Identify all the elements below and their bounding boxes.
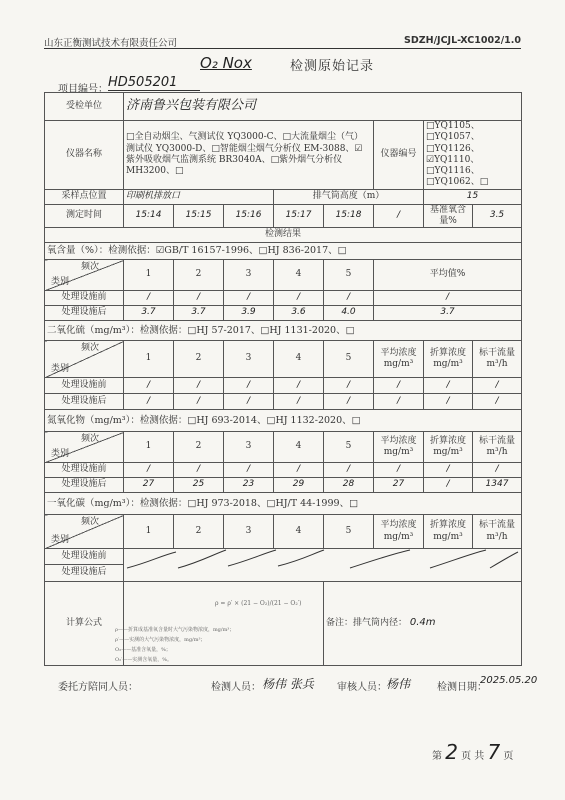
base-o2-value[interactable]: 3.5	[473, 204, 522, 228]
measure-time-4[interactable]: 15:17	[274, 204, 324, 228]
so2-header-diagonal: 频次 类别	[45, 341, 124, 378]
o2-col-average: 平均值%	[374, 260, 522, 291]
sampling-site-label: 采样点位置	[45, 189, 124, 204]
so2-before-flow[interactable]: /	[473, 378, 522, 394]
so2-after-3[interactable]: /	[224, 394, 274, 410]
nox-after-flow[interactable]: 1347	[473, 478, 522, 493]
measure-time-3[interactable]: 15:16	[224, 204, 274, 228]
instrument-label: 仪器名称	[45, 121, 124, 190]
measure-time-label: 测定时间	[45, 204, 124, 228]
so2-before-label: 处理设施前	[45, 378, 124, 394]
so2-after-2[interactable]: /	[174, 394, 224, 410]
document-code: SDZH/JCJL-XC1002/1.0	[404, 35, 521, 46]
o2-before-label: 处理设施前	[45, 291, 124, 306]
o2-before-average[interactable]: /	[374, 291, 522, 306]
o2-before-2[interactable]: /	[174, 291, 224, 306]
page-current: 2	[445, 740, 458, 764]
calc-note-4: O₂′——实测含氧量，%。	[115, 657, 172, 663]
so2-after-conv[interactable]: /	[424, 394, 473, 410]
project-number-value[interactable]: HD505201	[108, 75, 200, 91]
o2-after-4[interactable]: 3.6	[274, 306, 324, 321]
so2-section-title: 二氧化硫（mg/m³）：检测依据：□HJ 57-2017、□HJ 1131-2020、□	[45, 321, 522, 341]
measure-time-2[interactable]: 15:15	[174, 204, 224, 228]
instrument-id-value[interactable]: □YQ1105、□YQ1057、□YQ1126、☑YQ1110、□YQ1116、□YQ1062、□	[424, 121, 522, 190]
co-col-avg: 平均浓度 mg/m³	[374, 515, 424, 549]
o2-section-title: 氧含量（%）：检测依据：☑GB/T 16157-1996、□HJ 836-2017、□	[45, 243, 522, 260]
project-number-label: 项目编号：	[58, 84, 108, 95]
o2-col-1: 1	[124, 260, 174, 291]
so2-col-1: 1	[124, 341, 174, 378]
co-strike-2	[178, 550, 226, 568]
co-col-conv: 折算浓度 mg/m³	[424, 515, 473, 549]
so2-before-conv[interactable]: /	[424, 378, 473, 394]
co-strike-1	[127, 552, 176, 568]
base-o2-label: 基准氧含量%	[424, 204, 473, 228]
nox-after-avg[interactable]: 27	[374, 478, 424, 493]
nox-before-5[interactable]: /	[324, 463, 374, 478]
stack-height-label: 排气筒高度（m）	[274, 189, 424, 204]
measure-time-slash[interactable]: /	[374, 204, 424, 228]
company-name: 山东正衡测试技术有限责任公司	[44, 38, 178, 49]
nox-after-conv[interactable]: /	[424, 478, 473, 493]
so2-col-5: 5	[324, 341, 374, 378]
nox-col-4: 4	[274, 432, 324, 463]
o2-col-2: 2	[174, 260, 224, 291]
co-col-2: 2	[174, 515, 224, 549]
nox-col-avg: 平均浓度 mg/m³	[374, 432, 424, 463]
nox-after-1[interactable]: 27	[124, 478, 174, 493]
o2-after-label: 处理设施后	[45, 306, 124, 321]
nox-before-1[interactable]: /	[124, 463, 174, 478]
test-date-value[interactable]: 2025.05.20	[480, 675, 538, 686]
so2-after-5[interactable]: /	[324, 394, 374, 410]
nox-before-4[interactable]: /	[274, 463, 324, 478]
instrument-value[interactable]: □全自动烟尘、气测试仪 YQ3000-C、□大流量烟尘（气）测试仪 YQ3000-D、□智能烟尘烟气分析仪 EM-3088、☑紫外吸收烟气监测系统 BR3040A、□紫外烟气分析仪 MH3200、□	[124, 121, 374, 190]
measure-time-1[interactable]: 15:14	[124, 204, 174, 228]
co-after-label: 处理设施后	[45, 565, 124, 582]
o2-after-2[interactable]: 3.7	[174, 306, 224, 321]
test-date-label: 检测日期：	[437, 682, 487, 693]
co-strike-7	[490, 552, 518, 568]
co-col-5: 5	[324, 515, 374, 549]
nox-before-label: 处理设施前	[45, 463, 124, 478]
calc-label: 计算公式	[45, 582, 124, 666]
nox-after-2[interactable]: 25	[174, 478, 224, 493]
o2-before-3[interactable]: /	[224, 291, 274, 306]
co-before-label: 处理设施前	[45, 549, 124, 565]
o2-col-5: 5	[324, 260, 374, 291]
client-label: 受检单位	[45, 93, 124, 121]
nox-col-flow: 标干流量 m³/h	[473, 432, 522, 463]
instrument-id-label: 仪器编号	[374, 121, 424, 190]
inspector-label: 检测人员：	[211, 682, 261, 693]
sampling-site-value[interactable]: 印刷机排放口	[124, 189, 274, 204]
nox-before-2[interactable]: /	[174, 463, 224, 478]
so2-col-2: 2	[174, 341, 224, 378]
stack-height-value[interactable]: 15	[424, 189, 522, 204]
co-section-title: 一氧化碳（mg/m³）：检测依据：□HJ 973-2018、□HJ/T 44-1999、□	[45, 493, 522, 515]
so2-after-1[interactable]: /	[124, 394, 174, 410]
calc-note-3: O₂——基准含氧量，%；	[115, 647, 171, 653]
co-strike-5	[350, 550, 410, 568]
page-indicator: 第 2 页 共 7 页	[432, 740, 514, 764]
nox-after-4[interactable]: 29	[274, 478, 324, 493]
so2-col-conv: 折算浓度 mg/m³	[424, 341, 473, 378]
calc-note-2: ρ′——实测的大气污染物浓度，mg/m³；	[115, 637, 206, 643]
nox-after-3[interactable]: 23	[224, 478, 274, 493]
accompany-label: 委托方陪同人员：	[58, 682, 138, 693]
nox-col-5: 5	[324, 432, 374, 463]
handwritten-title: O₂ Nox	[200, 54, 252, 72]
o2-before-1[interactable]: /	[124, 291, 174, 306]
nox-after-5[interactable]: 28	[324, 478, 374, 493]
nox-col-3: 3	[224, 432, 274, 463]
nox-col-1: 1	[124, 432, 174, 463]
so2-after-flow[interactable]: /	[473, 394, 522, 410]
so2-col-4: 4	[274, 341, 324, 378]
so2-before-avg[interactable]: /	[374, 378, 424, 394]
o2-col-3: 3	[224, 260, 274, 291]
so2-after-avg[interactable]: /	[374, 394, 424, 410]
inspector-signature[interactable]: 杨伟 张兵	[262, 677, 314, 691]
page-title: 检测原始记录	[290, 59, 375, 74]
co-header-diagonal: 频次 类别	[45, 515, 124, 549]
co-col-flow: 标干流量 m³/h	[473, 515, 522, 549]
so2-before-4[interactable]: /	[274, 378, 324, 394]
o2-col-4: 4	[274, 260, 324, 291]
co-strike-3	[228, 550, 276, 566]
o2-after-3[interactable]: 3.9	[224, 306, 274, 321]
o2-after-1[interactable]: 3.7	[124, 306, 174, 321]
so2-col-avg: 平均浓度 mg/m³	[374, 341, 424, 378]
calc-formula: ρ = ρ′ × (21 − O₂)/(21 − O₂′)	[215, 600, 302, 607]
nox-section-title: 氮氧化物（mg/m³）：检测依据：□HJ 693-2014、□HJ 1132-2020、□	[45, 410, 522, 432]
measure-time-5[interactable]: 15:18	[324, 204, 374, 228]
nox-before-avg[interactable]: /	[374, 463, 424, 478]
co-strike-4	[278, 550, 324, 566]
o2-after-average[interactable]: 3.7	[374, 306, 522, 321]
so2-after-label: 处理设施后	[45, 394, 124, 410]
client-value[interactable]: 济南鲁兴包装有限公司	[124, 93, 522, 121]
results-title: 检测结果	[45, 228, 522, 243]
o2-header-diagonal: 频次 类别	[45, 260, 124, 291]
nox-before-flow[interactable]: /	[473, 463, 522, 478]
co-col-3: 3	[224, 515, 274, 549]
nox-before-3[interactable]: /	[224, 463, 274, 478]
so2-before-2[interactable]: /	[174, 378, 224, 394]
so2-after-4[interactable]: /	[274, 394, 324, 410]
nox-before-conv[interactable]: /	[424, 463, 473, 478]
o2-before-5[interactable]: /	[324, 291, 374, 306]
reviewer-signature[interactable]: 杨伟	[386, 677, 411, 691]
nox-col-conv: 折算浓度 mg/m³	[424, 432, 473, 463]
co-col-1: 1	[124, 515, 174, 549]
nox-header-diagonal: 频次 类别	[45, 432, 124, 463]
so2-col-3: 3	[224, 341, 274, 378]
so2-before-3[interactable]: /	[224, 378, 274, 394]
so2-before-5[interactable]: /	[324, 378, 374, 394]
co-strike-6	[430, 550, 486, 568]
calc-note-1: ρ——折算成基准氧含量时大气污染物浓度，mg/m³；	[115, 627, 235, 633]
page-total: 7	[487, 740, 501, 764]
co-col-4: 4	[274, 515, 324, 549]
nox-col-2: 2	[174, 432, 224, 463]
o2-before-4[interactable]: /	[274, 291, 324, 306]
nox-after-label: 处理设施后	[45, 478, 124, 493]
reviewer-label: 审核人员：	[337, 682, 387, 693]
remark-label: 备注：排气筒内径：	[326, 618, 408, 629]
so2-col-flow: 标干流量 m³/h	[473, 341, 522, 378]
o2-after-5[interactable]: 4.0	[324, 306, 374, 321]
so2-before-1[interactable]: /	[124, 378, 174, 394]
remark-value[interactable]: 0.4m	[409, 617, 436, 629]
